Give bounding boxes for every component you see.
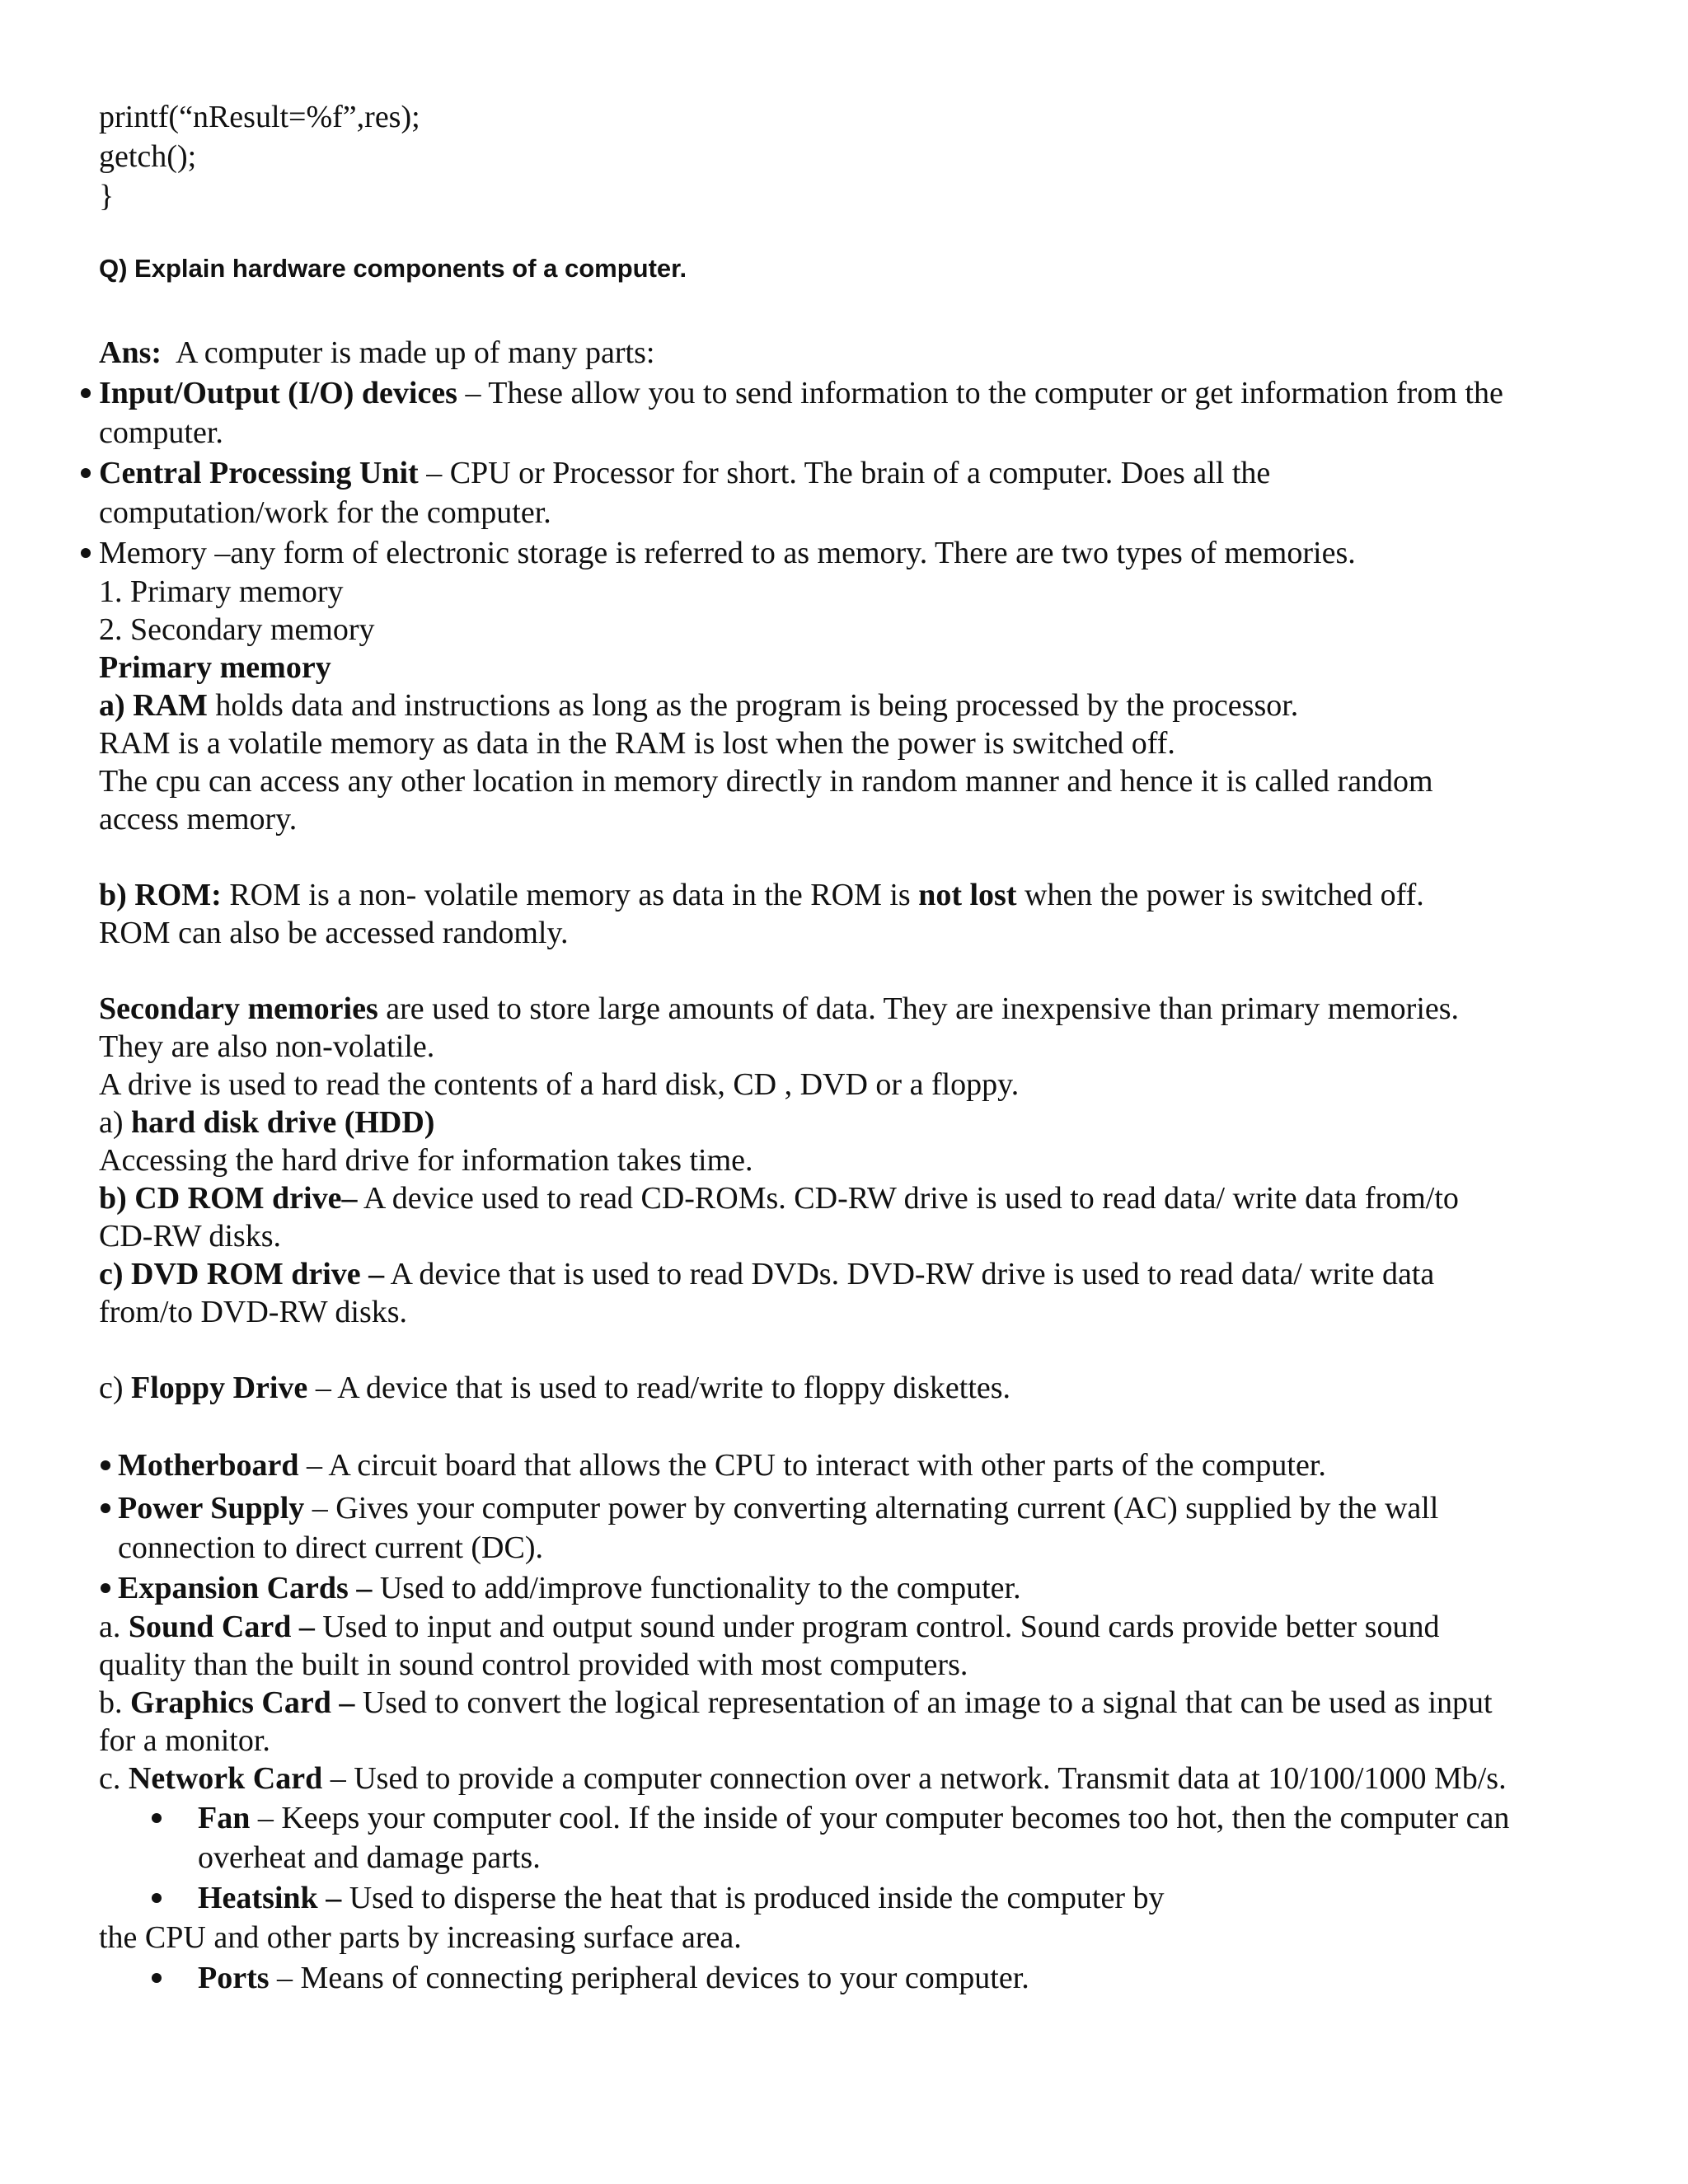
memory-item: Memory –any form of electronic storage is referred to as memory. There are two types of memories. [99,536,1356,570]
expansion-term: Expansion Cards – [118,1571,373,1605]
cpu-item-cont: computation/work for the computer. [99,495,551,530]
bullet-icon [101,1460,110,1470]
bullet-icon [101,1583,110,1593]
bullet-icon [152,1813,162,1823]
bullet-icon [81,548,91,558]
ram-term: a) RAM [99,688,208,723]
power-item: Power Supply – Gives your computer power by converting alternating current (AC) supplied by the wall [118,1491,1439,1526]
dvd-line: from/to DVD-RW disks. [99,1295,408,1329]
sound-card-term: Sound Card – [128,1610,315,1644]
power-term: Power Supply [118,1491,305,1526]
fan-term: Fan [198,1801,251,1835]
power-item-cont: connection to direct current (DC). [118,1530,543,1565]
network-card-term: Network Card [128,1761,323,1796]
secondary-line: Secondary memories are used to store large amounts of data. They are inexpensive than primary memories. [99,991,1460,1026]
question-heading: Q) Explain hardware components of a computer. [99,254,687,283]
network-card-line: c. Network Card – Used to provide a computer connection over a network. Transmit data at 10/100/1000 Mb/s. [99,1761,1507,1796]
io-text: – These allow you to send information to the computer or get information from the [457,376,1503,410]
ram-line: access memory. [99,802,298,837]
cd-line: CD-RW disks. [99,1219,282,1254]
cpu-item [99,453,1270,493]
hdd-line: a) hard disk drive (HDD) [99,1105,435,1140]
io-item-cont: computer. [99,415,223,450]
fan-item: Fan – Keeps your computer cool. If the inside of your computer becomes too hot, then the computer can [198,1801,1510,1835]
ports-item: Ports – Means of connecting peripheral devices to your computer. [198,1961,1029,1995]
ports-term: Ports [198,1961,270,1995]
bullet-icon [81,388,91,398]
rom-line: ROM can also be accessed randomly. [99,916,569,950]
heatsink-item: Heatsink – Used to disperse the heat that is produced inside the computer by [198,1881,1165,1915]
ram-line: RAM is a volatile memory as data in the RAM is lost when the power is switched off. [99,726,1175,761]
dvd-term: c) DVD ROM drive – [99,1257,385,1291]
answer-label: Ans: [99,335,162,370]
secondary-line: A drive is used to read the contents of a hard disk, CD , DVD or a floppy. [99,1067,1020,1102]
ram-line: The cpu can access any other location in memory directly in random manner and hence it is called random [99,764,1433,799]
code-line: getch(); [99,139,197,174]
dvd-line: c) DVD ROM drive – A device that is used to read DVDs. DVD-RW drive is used to read data/ write data [99,1257,1435,1291]
cd-term: b) CD ROM drive– [99,1181,358,1216]
sound-card-line: quality than the built in sound control provided with most computers. [99,1647,968,1682]
motherboard-item: Motherboard – A circuit board that allows the CPU to interact with other parts of the computer. [118,1448,1326,1483]
sound-card-line: a. Sound Card – Used to input and output sound under program control. Sound cards provide better sound [99,1610,1440,1644]
secondary-line: They are also non-volatile. [99,1029,435,1064]
code-line: printf(“nResult=%f”,res); [99,100,420,134]
cpu-term: Central Processing Unit [99,456,419,490]
primary-heading: Primary memory [99,650,331,685]
expansion-item: Expansion Cards – Used to add/improve functionality to the computer. [118,1571,1021,1605]
floppy-term: Floppy Drive [131,1371,308,1405]
rom-line: b) ROM: ROM is a non- volatile memory as data in the ROM is not lost when the power is switched off. [99,878,1424,912]
io-term: Input/Output (I/O) devices [99,376,457,410]
code-line: } [99,179,115,213]
answer-intro [99,333,654,373]
graphics-card-term: Graphics Card – [130,1685,355,1720]
motherboard-term: Motherboard [118,1448,299,1483]
graphics-card-line: for a monitor. [99,1723,270,1758]
bullet-icon [81,468,91,478]
cd-line: b) CD ROM drive– A device used to read CD-ROMs. CD-RW drive is used to read data/ write data from/to [99,1181,1459,1216]
ram-line: a) RAM holds data and instructions as long as the program is being processed by the processor. [99,688,1299,723]
heatsink-item-cont: the CPU and other parts by increasing surface area. [99,1920,742,1955]
fan-item-cont: overheat and damage parts. [198,1840,541,1875]
memory-type: 2. Secondary memory [99,612,375,647]
secondary-term: Secondary memories [99,991,378,1026]
graphics-card-line: b. Graphics Card – Used to convert the logical representation of an image to a signal that can be used as input [99,1685,1493,1720]
heatsink-term: Heatsink – [198,1881,342,1915]
memory-type: 1. Primary memory [99,574,344,609]
floppy-line: c) Floppy Drive – A device that is used to read/write to floppy diskettes. [99,1371,1011,1405]
bullet-icon [152,1893,162,1903]
bullet-icon [152,1973,162,1983]
io-item [99,373,1503,413]
cpu-text: – CPU or Processor for short. The brain of a computer. Does all the [418,456,1271,490]
hdd-text: Accessing the hard drive for information takes time. [99,1143,753,1178]
answer-text: A computer is made up of many parts: [175,335,655,370]
bullet-icon [101,1503,110,1513]
rom-term: b) ROM: [99,878,222,912]
hdd-term: hard disk drive (HDD) [131,1105,435,1140]
